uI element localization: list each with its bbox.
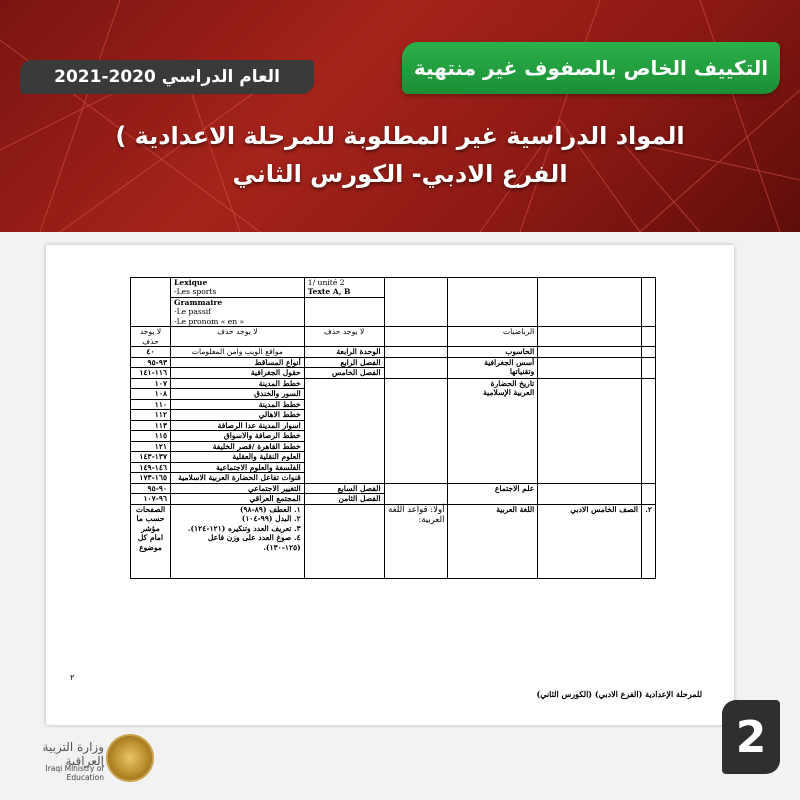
ministry-name-english: Iraqi Ministry of Education bbox=[45, 764, 104, 782]
table-cell: تاريخ الحضارة العربية الإسلامية bbox=[448, 378, 538, 483]
table-cell: ٤٠ bbox=[131, 347, 171, 357]
table-cell: الحاسوب bbox=[448, 347, 538, 357]
table-cell: ١٤٦-١٤٩ bbox=[131, 462, 171, 472]
table-cell: الفلسفة والعلوم الاجتماعية bbox=[171, 462, 305, 472]
table-cell: أولا: قواعد اللغة العربية: bbox=[384, 504, 448, 578]
ministry-seal-icon bbox=[106, 734, 154, 782]
table-row bbox=[131, 357, 656, 367]
table-row bbox=[131, 378, 656, 388]
table-cell: الفصل السابع bbox=[304, 483, 384, 493]
table-cell: لا يوجد حذف bbox=[131, 327, 171, 347]
table-cell: ١٠٨ bbox=[131, 389, 171, 399]
table-cell: التغيير الاجتماعي bbox=[171, 483, 305, 493]
page-title-line2: الفرع الادبي- الكورس الثاني bbox=[232, 160, 568, 188]
table-row bbox=[131, 347, 656, 357]
table-cell: ٩٦-١٠٧ bbox=[131, 494, 171, 504]
table-cell: الصف الخامس الادبي bbox=[538, 504, 642, 578]
table-cell: اللغة العربية bbox=[448, 504, 538, 578]
table-cell: المجتمع العراقي bbox=[171, 494, 305, 504]
table-cell: لا يوجد حذف bbox=[304, 327, 384, 347]
page-title-line1: المواد الدراسية غير المطلوبة للمرحلة الاعدادية ) bbox=[115, 122, 685, 150]
table-cell: ١٠٧ bbox=[131, 378, 171, 388]
table-cell: الفصل الخامس bbox=[304, 368, 384, 378]
page-number: ٢ bbox=[70, 673, 75, 682]
table-cell: ٩٣-٩٥ bbox=[131, 357, 171, 367]
adaptation-badge: التكييف الخاص بالصفوف غير منتهية bbox=[402, 42, 780, 94]
table-cell: ١١٠ bbox=[131, 399, 171, 409]
header-banner bbox=[0, 0, 800, 232]
table-cell: لا يوجد حذف bbox=[171, 327, 305, 347]
table-cell: الفصل الثامن bbox=[304, 494, 384, 504]
table-cell: السور والخندق bbox=[171, 389, 305, 399]
academic-year-badge: العام الدراسي 2020-2021 bbox=[20, 60, 314, 94]
document-page bbox=[46, 245, 734, 725]
table-cell: الصفحات حسب ما مؤشر امام كل موضوع bbox=[131, 504, 171, 578]
table-cell: الفصل الرابع bbox=[304, 357, 384, 367]
table-cell: Lexique -Les sports bbox=[171, 278, 305, 298]
table-cell: ١. العطف (٨٩-٩٨) ٢. البدل (٩٩-١٠٤) ٣. تعريف العدد وتنكيره (١٢١-١٢٤). ٤. صوغ العدد على وزن فاعل (١٢٥-١٣٠). bbox=[171, 504, 305, 578]
table-cell: خطط المدينة bbox=[171, 399, 305, 409]
table-cell: حقول الجغرافية bbox=[171, 368, 305, 378]
decorative-lines bbox=[0, 0, 800, 232]
table-cell: ١٦٥-١٧٣ bbox=[131, 473, 171, 483]
table-cell: خطط الاهالي bbox=[171, 410, 305, 420]
table-cell: خطط القاهرة /قصر الخليفة bbox=[171, 441, 305, 451]
ministry-name-arabic: وزارة التربية العراقية bbox=[42, 740, 104, 768]
table-cell: ٢. bbox=[642, 504, 656, 578]
table-cell: Grammaire -Le passif -Le pronom « en » bbox=[171, 297, 305, 326]
table-row bbox=[131, 483, 656, 493]
table-row bbox=[131, 278, 656, 298]
table-cell: خطط المدينة bbox=[171, 378, 305, 388]
table-cell: أنواع المساقط bbox=[171, 357, 305, 367]
document-footer: للمرحلة الإعدادية (الفرع الادبي) (الكورس الثاني) bbox=[536, 689, 702, 699]
table-cell: ٩٠-٩٥ bbox=[131, 483, 171, 493]
table-cell: ١٢١ bbox=[131, 441, 171, 451]
table-cell: الرياضيات bbox=[448, 327, 538, 347]
table-cell: علم الاجتماع bbox=[448, 483, 538, 504]
table-cell: ١١٦-١٤١ bbox=[131, 368, 171, 378]
table-cell: خطط الرصافة والاسواق bbox=[171, 431, 305, 441]
subjects-table bbox=[130, 277, 656, 579]
table-cell: اسوار المدينة عدا الرصافة bbox=[171, 420, 305, 430]
table-row bbox=[131, 327, 656, 347]
table-cell: مواقع الويب وامن المعلومات bbox=[171, 347, 305, 357]
table-cell: قنوات تفاعل الحضارة العربية الاسلامية bbox=[171, 473, 305, 483]
table-cell: ١٣٧-١٤٣ bbox=[131, 452, 171, 462]
table-cell: الوحدة الرابعة bbox=[304, 347, 384, 357]
table-cell: ١١٥ bbox=[131, 431, 171, 441]
table-cell: ١١٣ bbox=[131, 420, 171, 430]
table-row bbox=[131, 504, 656, 578]
table-cell: 1/ unité 2 Texte A, B bbox=[304, 278, 384, 298]
table-cell: ١١٢ bbox=[131, 410, 171, 420]
ministry-logo bbox=[14, 734, 134, 784]
table-cell: العلوم النقلية والعقلية bbox=[171, 452, 305, 462]
table-cell: أسس الجغرافية وتقنياتها bbox=[448, 357, 538, 378]
slide-number-badge: 2 bbox=[722, 700, 780, 774]
